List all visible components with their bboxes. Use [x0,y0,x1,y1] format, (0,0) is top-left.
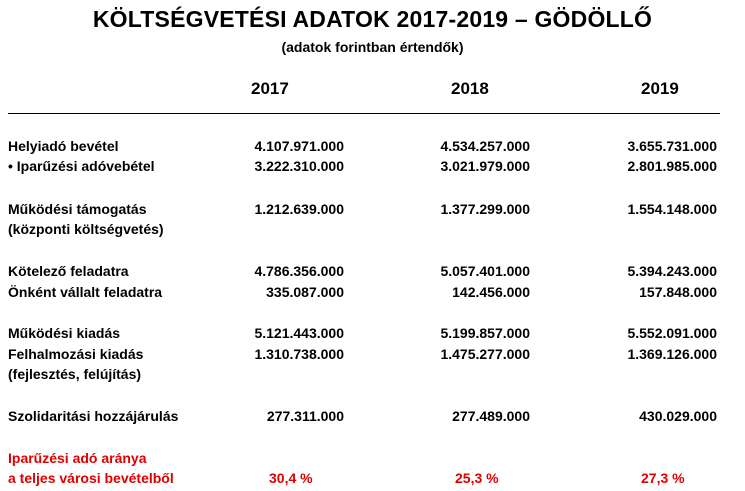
cell-mukodesi-kiadas-2019: 5.552.091.000 [627,325,717,341]
cell-onkent-2018: 142.456.000 [452,284,530,300]
row-label-mukodesi-kiadas: Működési kiadás [8,325,121,341]
cell-felhalmozasi-2019: 1.369.126.000 [627,346,717,362]
page-subtitle: (adatok forintban értendők) [281,39,464,55]
row-label-kotelezo: Kötelező feladatra [8,263,129,279]
row-label-szolidaritasi: Szolidaritási hozzájárulás [8,408,179,424]
row-sublabel-felhalmozasi: (fejlesztés, felújítás) [8,366,142,382]
cell-mukodesi-tamogatas-2019: 1.554.148.000 [627,201,717,217]
row-label-mukodesi-tamogatas: Működési támogatás [8,201,147,217]
cell-helyiado-2017: 4.107.971.000 [254,138,344,154]
cell-szolidaritasi-2018: 277.489.000 [452,408,530,424]
cell-iparuzesi-2019: 2.801.985.000 [627,158,717,174]
cell-helyiado-2019: 3.655.731.000 [627,138,717,154]
cell-helyiado-2018: 4.534.257.000 [440,138,530,154]
row-label-helyiado: Helyiadó bevétel [8,138,119,154]
row-sublabel-mukodesi-tamogatas: (központi költségvetés) [8,221,164,237]
page-title: KÖLTSÉGVETÉSI ADATOK 2017-2019 – GÖDÖLLŐ [92,6,653,32]
ratio-value-2018: 25,3 % [455,470,499,486]
cell-onkent-2019: 157.848.000 [639,284,717,300]
cell-felhalmozasi-2018: 1.475.277.000 [440,346,530,362]
header-divider [8,113,720,114]
cell-mukodesi-tamogatas-2017: 1.212.639.000 [254,201,344,217]
ratio-value-2017: 30,4 % [269,470,313,486]
year-header-2019: 2019 [641,79,679,98]
cell-iparuzesi-2018: 3.021.979.000 [440,158,530,174]
cell-szolidaritasi-2017: 277.311.000 [266,408,344,424]
cell-mukodesi-tamogatas-2018: 1.377.299.000 [440,201,530,217]
year-header-2017: 2017 [251,79,289,98]
ratio-sublabel: a teljes városi bevételből [8,470,174,486]
cell-mukodesi-kiadas-2018: 5.199.857.000 [440,325,530,341]
cell-kotelezo-2018: 5.057.401.000 [440,263,530,279]
cell-felhalmozasi-2017: 1.310.738.000 [254,346,344,362]
row-label-felhalmozasi: Felhalmozási kiadás [8,346,144,362]
cell-onkent-2017: 335.087.000 [266,284,344,300]
row-label-iparuzesi: • Iparűzési adóvebétel [8,158,155,174]
ratio-value-2019: 27,3 % [641,470,685,486]
cell-mukodesi-kiadas-2017: 5.121.443.000 [254,325,344,341]
cell-kotelezo-2019: 5.394.243.000 [627,263,717,279]
year-header-2018: 2018 [451,79,489,98]
ratio-label: Iparűzési adó aránya [8,450,147,466]
cell-szolidaritasi-2019: 430.029.000 [639,408,717,424]
row-label-onkent: Önként vállalt feladatra [8,284,163,300]
cell-iparuzesi-2017: 3.222.310.000 [254,158,344,174]
cell-kotelezo-2017: 4.786.356.000 [254,263,344,279]
